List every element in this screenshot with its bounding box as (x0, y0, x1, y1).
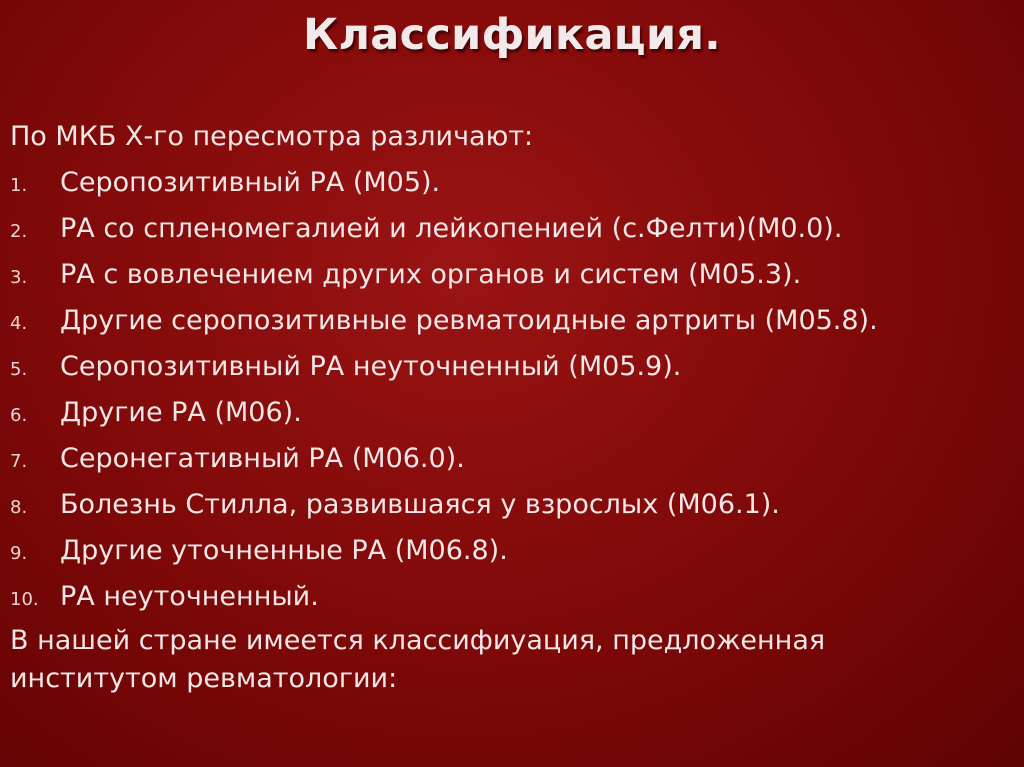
slide-title: Классификация. (303, 10, 721, 60)
outro-text (10, 622, 1010, 698)
list-item (10, 344, 1010, 390)
list-item-number: 7. (10, 451, 28, 472)
list-item-text: Серопозитивный РА (М05). (60, 167, 441, 198)
list-item (10, 390, 1010, 436)
list-item-text: Другие уточненные РА (М06.8). (60, 535, 508, 566)
list-item-number: 3. (10, 267, 28, 288)
list-item-text: РА со спленомегалией и лейкопенией (с.Фелти)(М0.0). (60, 213, 843, 244)
list-item-text: Серонегативный РА (М06.0). (60, 443, 465, 474)
classification-list (10, 160, 1010, 620)
list-item (10, 482, 1010, 528)
list-item (10, 206, 1010, 252)
list-item-number: 1. (10, 175, 28, 196)
list-item-text: Другие РА (М06). (60, 397, 302, 428)
list-item-text: РА с вовлечением других органов и систем (М05.3). (60, 259, 802, 290)
list-item (10, 298, 1010, 344)
list-item (10, 160, 1010, 206)
list-item-text: Другие серопозитивные ревматоидные артриты (М05.8). (60, 305, 878, 336)
list-item (10, 436, 1010, 482)
list-item-text: Болезнь Стилла, развившаяся у взрослых (М06.1). (60, 489, 780, 520)
list-item (10, 252, 1010, 298)
outro-line: В нашей стране имеется классифиуация, предложенная (10, 625, 826, 656)
list-item (10, 574, 1010, 620)
slide-body (10, 114, 1010, 698)
list-item-number: 10. (10, 589, 39, 610)
list-item-number: 9. (10, 543, 28, 564)
list-item-text: РА неуточненный. (60, 581, 319, 612)
list-item-number: 4. (10, 313, 28, 334)
list-item-text: Серопозитивный РА неуточненный (М05.9). (60, 351, 682, 382)
list-item-number: 2. (10, 221, 28, 242)
list-item-number: 8. (10, 497, 28, 518)
list-item-number: 6. (10, 405, 28, 426)
intro-text: По МКБ Х-го пересмотра различают: (10, 121, 534, 152)
outro-line: институтом ревматологии: (10, 663, 398, 694)
list-item-number: 5. (10, 359, 28, 380)
list-item (10, 528, 1010, 574)
